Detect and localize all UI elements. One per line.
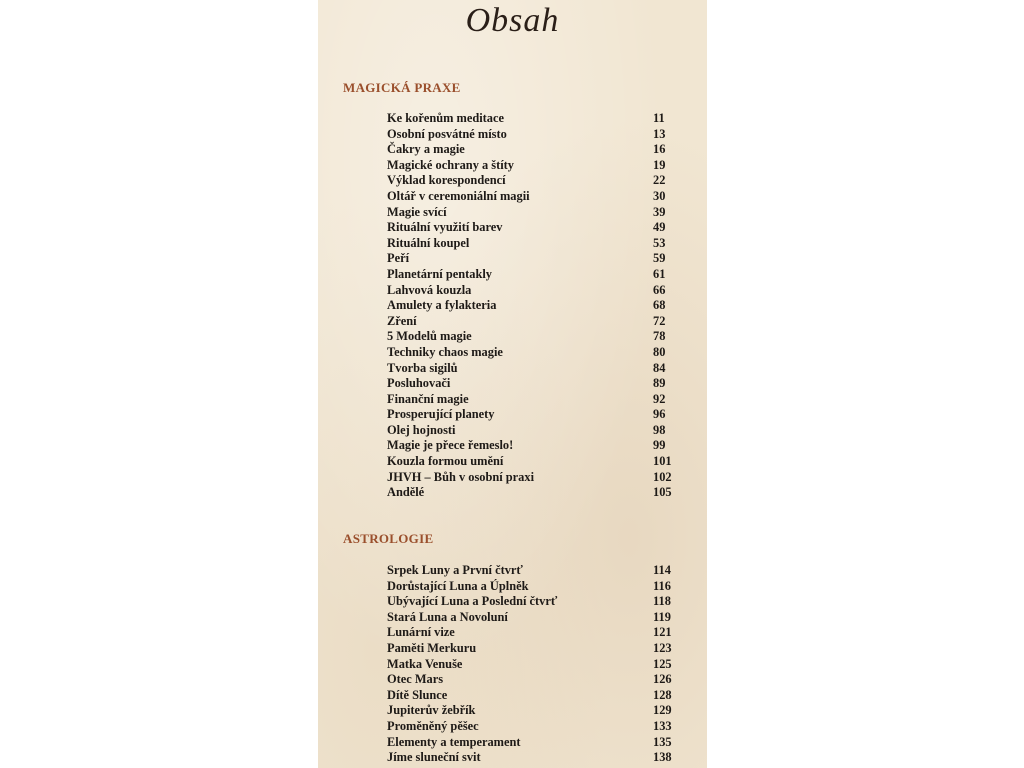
toc-entry-title: Zření [387,313,417,328]
toc-entry-title: Tvorba sigilů [387,360,458,375]
toc-entry [387,267,672,283]
toc-entry-page-number: 105 [653,485,672,500]
toc-entry-title: Čakry a magie [387,142,465,157]
toc-entry-title: Jíme sluneční svit [387,750,481,765]
toc-entry [387,189,672,205]
toc-entry [387,158,672,174]
toc-entry-title: Kouzla formou umění [387,454,504,469]
toc-entry-title: Lunární vize [387,625,455,640]
book-page [318,0,707,768]
toc-entry-title: Otec Mars [387,672,444,687]
toc-entry-title: Matka Venuše [387,656,463,671]
toc-entry [387,579,672,595]
toc-entry-page-number: 80 [653,344,666,359]
toc-entry [387,407,672,423]
toc-entry-title: 5 Modelů magie [387,329,472,344]
toc-entry-page-number: 119 [653,609,671,624]
toc-entry-page-number: 84 [653,360,666,375]
toc-entry-page-number: 53 [653,235,666,250]
toc-entry-page-number: 98 [653,422,666,437]
toc-entry [387,610,672,626]
toc-entry [387,205,672,221]
toc-entry-page-number: 99 [653,438,666,453]
toc-entry-page-number: 123 [653,640,672,655]
toc-entry-title: Amulety a fylakteria [387,298,497,313]
page-title: Obsah [465,2,560,39]
toc-entry-page-number: 19 [653,157,666,172]
toc-list-magicka-praxe [387,111,672,501]
toc-entry [387,625,672,641]
toc-entry-title: Rituální využití barev [387,220,503,235]
toc-entry-title: Stará Luna a Novoluní [387,609,508,624]
toc-entry-page-number: 49 [653,220,666,235]
toc-entry-page-number: 89 [653,376,666,391]
toc-entry-title: Magie je přece řemeslo! [387,438,514,453]
toc-entry [387,283,672,299]
toc-entry [387,641,672,657]
toc-entry-title: Peří [387,251,410,266]
toc-entry-title: Paměti Merkuru [387,640,477,655]
toc-entry-page-number: 11 [653,111,665,125]
toc-entry-title: Planetární pentakly [387,266,492,281]
toc-entry [387,220,672,236]
toc-entry-page-number: 59 [653,251,666,266]
toc-entry-page-number: 114 [653,563,671,577]
toc-entry-title: Prosperující planety [387,407,495,422]
toc-entry-title: Techniky chaos magie [387,344,503,359]
toc-entry [387,485,672,501]
toc-entry [387,127,672,143]
toc-entry-page-number: 68 [653,298,666,313]
section-heading-magicka-praxe: MAGICKÁ PRAXE [343,80,461,95]
toc-entry [387,657,672,673]
toc-entry [387,314,672,330]
toc-entry-page-number: 61 [653,266,666,281]
toc-entry-page-number: 133 [653,718,672,733]
toc-entry-title: Olej hojnosti [387,422,456,437]
toc-entry-title: Lahvová kouzla [387,282,472,297]
toc-entry-page-number: 78 [653,329,666,344]
toc-entry-title: Osobní posvátné místo [387,126,507,141]
toc-entry-title: Výklad korespondencí [387,173,506,188]
toc-entry-title: Oltář v ceremoniální magii [387,188,530,203]
toc-entry [387,735,672,751]
toc-entry [387,345,672,361]
toc-entry [387,392,672,408]
toc-entry-title: Magické ochrany a štíty [387,157,514,172]
toc-entry-page-number: 101 [653,454,672,469]
toc-entry-page-number: 92 [653,391,666,406]
toc-entry [387,672,672,688]
toc-entry-title: Srpek Luny a První čtvrť [387,563,523,577]
toc-entry [387,173,672,189]
toc-entry-title: Elementy a temperament [387,734,521,749]
toc-entry [387,236,672,252]
toc-entry [387,251,672,267]
toc-entry-page-number: 129 [653,703,672,718]
toc-entry [387,361,672,377]
toc-entry-page-number: 22 [653,173,666,188]
toc-entry-page-number: 72 [653,313,666,328]
toc-entry-page-number: 66 [653,282,666,297]
toc-entry [387,563,672,579]
toc-entry [387,719,672,735]
toc-entry-page-number: 128 [653,687,672,702]
toc-entry-title: JHVH – Bůh v osobní praxi [387,469,535,484]
toc-entry-title: Dorůstající Luna a Úplněk [387,578,529,593]
toc-entry-page-number: 96 [653,407,666,422]
toc-entry-title: Magie svící [387,204,447,219]
toc-entry-page-number: 30 [653,188,666,203]
toc-entry [387,438,672,454]
toc-entry-title: Posluhovači [387,376,451,391]
toc-entry-title: Finanční magie [387,391,469,406]
toc-entry [387,454,672,470]
toc-entry [387,750,672,766]
toc-entry [387,470,672,486]
section-heading-astrologie: ASTROLOGIE [343,531,434,546]
toc-entry-page-number: 121 [653,625,672,640]
toc-entry-page-number: 118 [653,594,671,609]
toc-entry-page-number: 39 [653,204,666,219]
toc-entry [387,703,672,719]
toc-entry-page-number: 135 [653,734,672,749]
toc-entry-page-number: 102 [653,469,672,484]
toc-entry [387,594,672,610]
toc-entry-page-number: 125 [653,656,672,671]
toc-entry [387,111,672,127]
toc-entry-page-number: 126 [653,672,672,687]
toc-entry [387,142,672,158]
toc-entry-title: Andělé [387,485,425,500]
toc-entry-page-number: 138 [653,750,672,765]
toc-entry-page-number: 13 [653,126,666,141]
toc-entry [387,423,672,439]
toc-entry-title: Proměněný pěšec [387,718,479,733]
toc-entry-page-number: 16 [653,142,666,157]
toc-entry-title: Jupiterův žebřík [387,703,476,718]
toc-entry [387,298,672,314]
toc-entry-title: Ubývající Luna a Poslední čtvrť [387,594,558,609]
toc-entry [387,329,672,345]
toc-list-astrologie [387,563,672,766]
toc-entry [387,688,672,704]
toc-entry-title: Dítě Slunce [387,687,448,702]
toc-entry-page-number: 116 [653,578,671,593]
toc-entry-title: Ke kořenům meditace [387,111,504,125]
toc-entry-title: Rituální koupel [387,235,470,250]
toc-entry [387,376,672,392]
